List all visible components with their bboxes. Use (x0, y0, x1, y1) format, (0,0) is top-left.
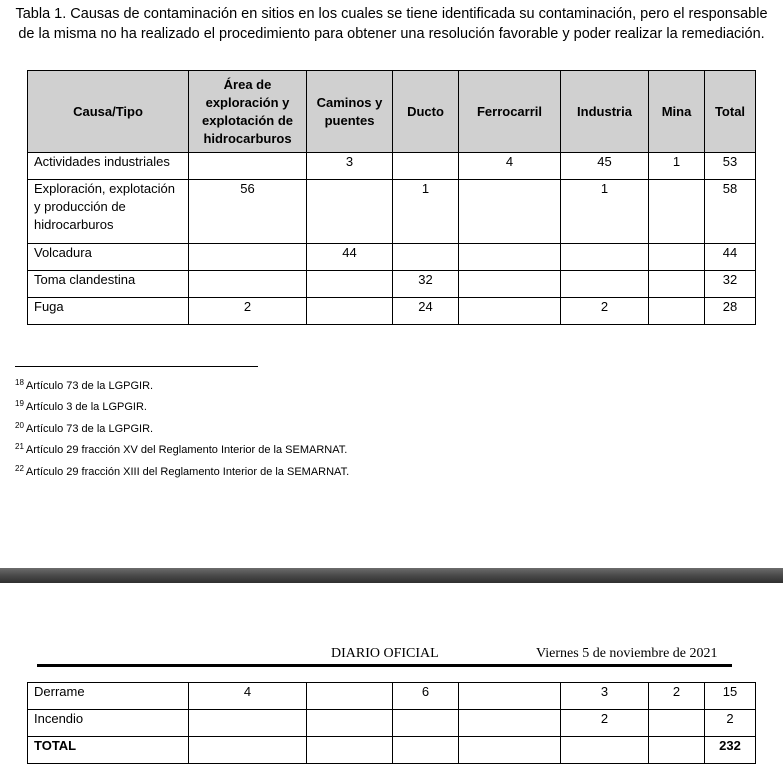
table-cell: 2 (649, 683, 705, 710)
contamination-table (27, 70, 756, 325)
footnote (15, 438, 349, 459)
footnote-number: 22 (15, 463, 24, 473)
table-cell: 15 (705, 683, 756, 710)
table-cell (459, 298, 561, 325)
table-row (28, 244, 756, 271)
table-cell (561, 271, 649, 298)
contamination-table-continued (27, 682, 756, 764)
table-cell (307, 180, 393, 244)
table-cell: 44 (307, 244, 393, 271)
footnote-text: Artículo 3 de la LGPGIR. (25, 401, 147, 414)
footnotes (15, 374, 349, 481)
table-cell: 56 (189, 180, 307, 244)
table-cell (307, 683, 393, 710)
table-cell (393, 710, 459, 737)
table-cell: 28 (705, 298, 756, 325)
table-caption: Tabla 1. Causas de contaminación en sitios en los cuales se tiene identificada su contaminación, pero el responsable de la misma no ha realizado el procedimiento para obtener una resolución favorable y poder realizar la remediación. (15, 6, 768, 42)
header-cell: Industria (561, 71, 649, 153)
table-cell: Actividades industriales (28, 153, 189, 180)
table-cell (459, 244, 561, 271)
table-cell: Exploración, explotación y producción de hidrocarburos (28, 180, 189, 244)
table-cell (649, 710, 705, 737)
table-header-row (28, 71, 756, 153)
header-cell: Mina (649, 71, 705, 153)
table-cell: 1 (649, 153, 705, 180)
table-cell (459, 683, 561, 710)
total-label: TOTAL (28, 737, 189, 764)
table-cell (307, 737, 393, 764)
table-cell (459, 271, 561, 298)
footnote-number: 21 (15, 442, 24, 452)
header-cell: Total (705, 71, 756, 153)
newspaper-title: DIARIO OFICIAL (331, 646, 439, 661)
table-cell (189, 710, 307, 737)
table-cell: 53 (705, 153, 756, 180)
table-cell: 6 (393, 683, 459, 710)
table-cell: 45 (561, 153, 649, 180)
table-cell (459, 180, 561, 244)
footnote-number: 19 (15, 399, 24, 409)
table-cell: 2 (561, 298, 649, 325)
table-cell (649, 244, 705, 271)
table-cell: 3 (561, 683, 649, 710)
page-date: Viernes 5 de noviembre de 2021 (536, 646, 718, 661)
table-cell (189, 244, 307, 271)
table-cell: 2 (705, 710, 756, 737)
table-cell: 58 (705, 180, 756, 244)
table-cell (393, 244, 459, 271)
table-cell (307, 710, 393, 737)
table-row (28, 180, 756, 244)
table-cell: 1 (393, 180, 459, 244)
footnote-text: Artículo 29 fracción XV del Reglamento Interior de la SEMARNAT. (25, 444, 348, 457)
header-cell: Caminos y puentes (307, 71, 393, 153)
footnote-text: Artículo 73 de la LGPGIR. (25, 422, 154, 435)
header-cell: Ducto (393, 71, 459, 153)
table-cell: 32 (705, 271, 756, 298)
table-cell (649, 298, 705, 325)
table-cell: Toma clandestina (28, 271, 189, 298)
table-cell (459, 710, 561, 737)
table-cell (393, 153, 459, 180)
footnote (15, 417, 349, 438)
header-cell: Causa/Tipo (28, 71, 189, 153)
table-cell: 24 (393, 298, 459, 325)
table-cell: 4 (189, 683, 307, 710)
table-row (28, 271, 756, 298)
table-row (28, 153, 756, 180)
table-cell: 2 (561, 710, 649, 737)
footnote-text: Artículo 73 de la LGPGIR. (25, 380, 154, 392)
footnote (15, 374, 349, 395)
footnote-number: 18 (15, 378, 24, 387)
total-row (28, 737, 756, 764)
table-cell (189, 271, 307, 298)
table-cell (393, 737, 459, 764)
table-cell (649, 271, 705, 298)
table-cell: Incendio (28, 710, 189, 737)
header-cell: Ferrocarril (459, 71, 561, 153)
table-cell: 32 (393, 271, 459, 298)
table-cell: Fuga (28, 298, 189, 325)
table-row (28, 710, 756, 737)
header-rule (37, 664, 732, 667)
table-cell: 4 (459, 153, 561, 180)
table-cell: Volcadura (28, 244, 189, 271)
table-cell (649, 180, 705, 244)
footnote-text: Artículo 29 fracción XIII del Reglamento Interior de la SEMARNAT. (25, 465, 350, 478)
table-cell: 2 (189, 298, 307, 325)
table-cell: 44 (705, 244, 756, 271)
page-break-band (0, 568, 783, 583)
table-cell (189, 737, 307, 764)
table-cell: 3 (307, 153, 393, 180)
table-cell: Derrame (28, 683, 189, 710)
header-cell: Área de exploración y explotación de hidrocarburos (189, 71, 307, 153)
table-cell: 1 (561, 180, 649, 244)
table-row (28, 298, 756, 325)
table-row (28, 683, 756, 710)
footnote (15, 460, 349, 481)
table-cell (307, 298, 393, 325)
footnote-separator (15, 366, 258, 367)
grand-total-value: 232 (705, 737, 756, 764)
table-cell (459, 737, 561, 764)
table-cell (561, 737, 649, 764)
table-cell (307, 271, 393, 298)
table-cell (189, 153, 307, 180)
footnote (15, 395, 349, 416)
table-cell (649, 737, 705, 764)
table-cell (561, 244, 649, 271)
footnote-number: 20 (15, 420, 24, 430)
